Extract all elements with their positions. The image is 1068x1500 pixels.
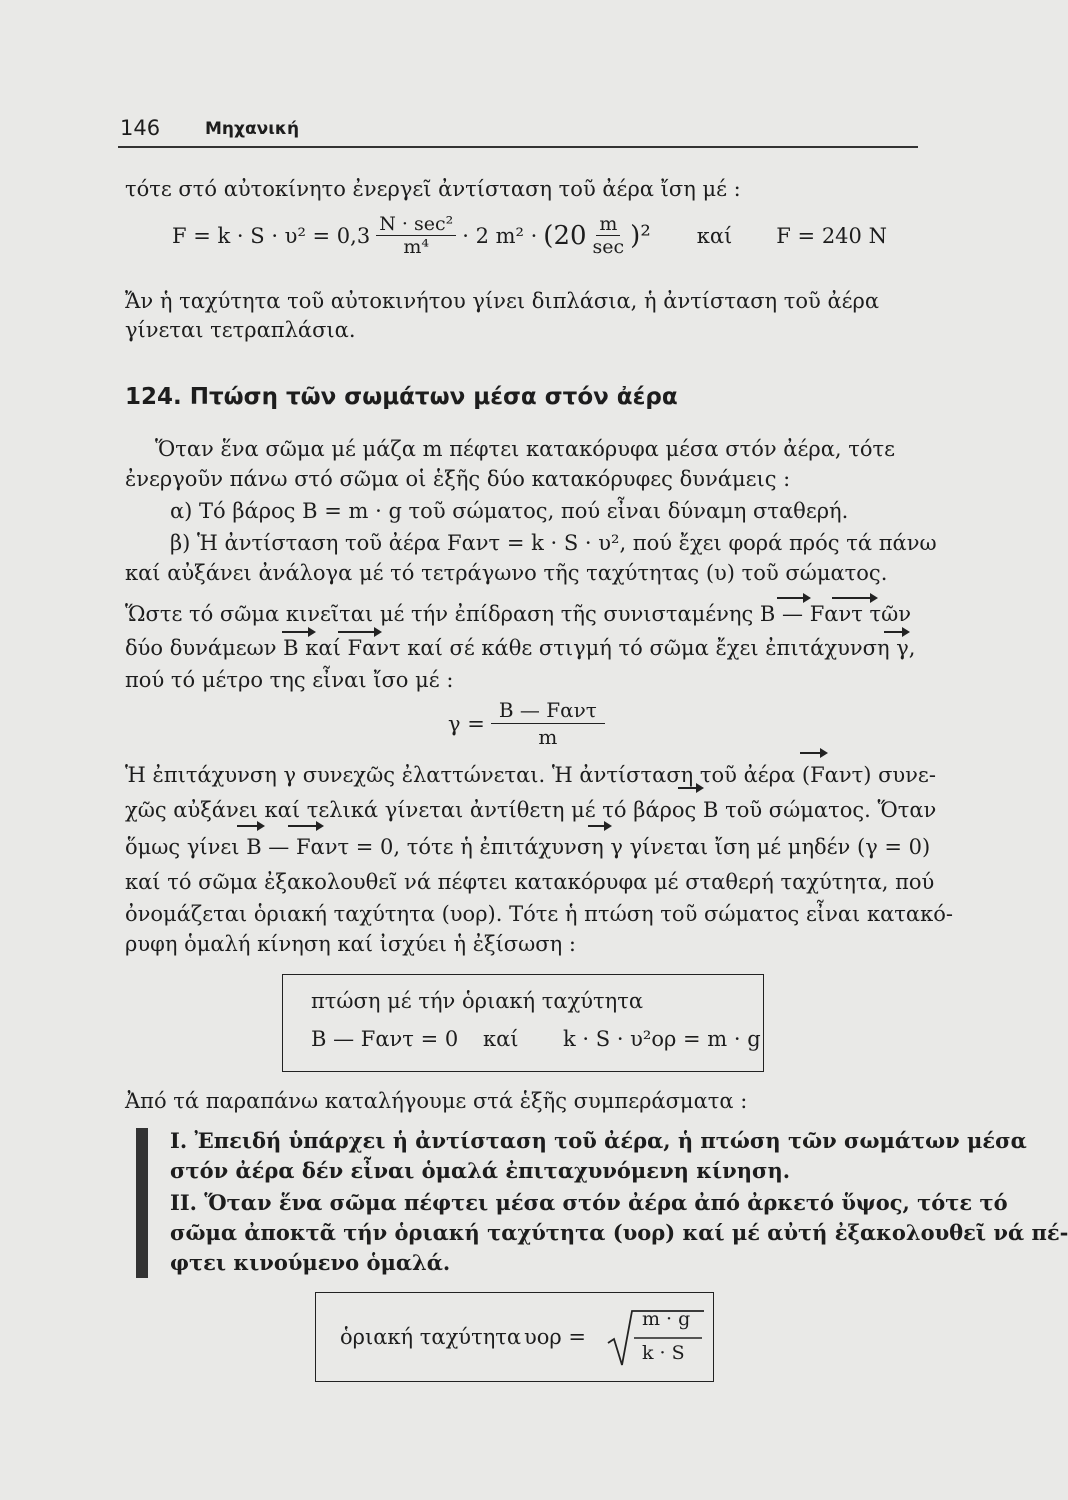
conclusion-II-line-2: σῶμα ἀποκτᾶ τήν ὁριακή ταχύτητα (υορ) καί μέ αὐτή ἐξακολουθεῖ νά πέ- bbox=[170, 1220, 1068, 1245]
fraction-denominator: sec bbox=[592, 236, 625, 258]
box2-den: k · S bbox=[642, 1342, 685, 1364]
resultant-line-2: δύο δυνάμεων B καί Fαντ καί σέ κάθε στιγμή τό σῶμα ἔχει ἐπιτάχυνση γ, bbox=[125, 636, 916, 660]
formula-gamma bbox=[448, 697, 605, 750]
box2-lhs: υορ = bbox=[524, 1325, 587, 1349]
fraction-numerator: B — Fαντ bbox=[491, 697, 605, 724]
formula-paren-close: )² bbox=[630, 220, 651, 251]
formula-force bbox=[172, 213, 887, 258]
accel-line-1: Ἡ ἐπιτάχυνση γ συνεχῶς ἐλαττώνεται. Ἡ ἀντίσταση τοῦ ἀέρα (Fαντ) συνε- bbox=[125, 763, 936, 787]
vector-arrow bbox=[588, 825, 610, 827]
box-title: πτώση μέ τήν ὁριακή ταχύτητα bbox=[311, 989, 644, 1013]
accel-line-6: ρυφη ὁμαλή κίνηση καί ἰσχύει ἡ ἐξίσωση : bbox=[125, 932, 576, 956]
box-connector: καί bbox=[483, 1027, 519, 1051]
vector-arrow bbox=[884, 631, 908, 633]
resultant-line-3: πού τό μέτρο της εἶναι ἴσο μέ : bbox=[125, 668, 454, 692]
item-b-line-1: β) Ἡ ἀντίσταση τοῦ ἀέρα Fαντ = k · S · υ², πού ἔχει φορά πρός τά πάνω bbox=[170, 531, 937, 555]
fraction-numerator: m bbox=[596, 213, 620, 236]
fraction-numerator: N · sec² bbox=[376, 213, 456, 236]
formula-paren-open: (20 bbox=[543, 220, 587, 251]
fraction-denominator: m bbox=[538, 725, 558, 749]
box2-num: m · g bbox=[642, 1308, 691, 1330]
conclusion-II-line-1: II. Ὅταν ἕνα σῶμα πέφτει μέσα στόν ἀέρα ἀπό ἀρκετό ὕψος, τότε τό bbox=[170, 1190, 1008, 1215]
formula-connector: καί bbox=[696, 223, 733, 248]
box-eq-left: B — Fαντ = 0 bbox=[311, 1027, 459, 1051]
intro-line: τότε στό αὐτοκίνητο ἐνεργεῖ ἀντίσταση τοῦ ἀέρα ἴση μέ : bbox=[125, 177, 741, 201]
formula-result: F = 240 N bbox=[776, 223, 887, 248]
vector-arrow bbox=[282, 631, 314, 633]
formula-fraction-2 bbox=[593, 213, 625, 258]
formula-lhs: F = k · S · υ² = 0,3 bbox=[172, 223, 371, 248]
item-b-line-2: καί αὐξάνει ἀνάλογα μέ τό τετράγωνο τῆς ταχύτητας (υ) τοῦ σώματος. bbox=[125, 561, 888, 585]
section-para-line-1: Ὅταν ἕνα σῶμα μέ μάζα m πέφτει κατακόρυφα μέσα στόν ἀέρα, τότε bbox=[155, 437, 895, 461]
margin-bar bbox=[136, 1128, 148, 1278]
accel-line-2: χῶς αὐξάνει καί τελικά γίνεται ἀντίθετη μέ τό βάρος B τοῦ σώματος. Ὅταν bbox=[125, 798, 937, 822]
conclusion-intro: Ἀπό τά παραπάνω καταλήγουμε στά ἑξῆς συμπεράσματα : bbox=[125, 1089, 748, 1113]
fraction-denominator: m⁴ bbox=[403, 236, 430, 258]
vector-arrow bbox=[678, 787, 702, 789]
formula-fraction-1 bbox=[376, 213, 456, 258]
vector-arrow bbox=[800, 752, 826, 754]
section-title: 124. Πτώση τῶν σωμάτων μέσα στόν ἀέρα bbox=[125, 384, 678, 410]
conclusion-II-line-3: φτει κινούμενο ὁμαλά. bbox=[170, 1250, 451, 1275]
para-double-line-2: γίνεται τετραπλάσια. bbox=[125, 318, 356, 342]
running-title: Μηχανική bbox=[205, 119, 300, 139]
vector-arrow bbox=[338, 631, 380, 633]
gamma-fraction bbox=[491, 697, 605, 750]
accel-line-3: ὅμως γίνει B — Fαντ = 0, τότε ἡ ἐπιτάχυνση γ γίνεται ἴση μέ μηδέν (γ = 0) bbox=[125, 835, 931, 859]
para-double-line-1: Ἄν ἡ ταχύτητα τοῦ αὐτοκινήτου γίνει διπλάσια, ἡ ἀντίσταση τοῦ ἀέρα bbox=[125, 289, 880, 313]
conclusion-I-line-1: I. Ἐπειδή ὑπάρχει ἡ ἀντίσταση τοῦ ἀέρα, ἡ πτώση τῶν σωμάτων μέσα bbox=[170, 1128, 1027, 1153]
vector-arrow bbox=[237, 825, 263, 827]
section-para-line-2: ἐνεργοῦν πάνω στό σῶμα οἱ ἑξῆς δύο κατακόρυφες δυνάμεις : bbox=[125, 467, 791, 491]
vector-arrow bbox=[777, 597, 809, 599]
accel-line-4: καί τό σῶμα ἐξακολουθεῖ νά πέφτει κατακόρυφα μέ σταθερή ταχύτητα, πού bbox=[125, 870, 935, 894]
resultant-line-1: Ὥστε τό σῶμα κινεῖται μέ τήν ἐπίδραση τῆς συνισταμένης B — Fαντ τῶν bbox=[125, 602, 912, 626]
box-eq-right: k · S · υ²ορ = m · g bbox=[563, 1027, 761, 1051]
accel-line-5: ὀνομάζεται ὁριακή ταχύτητα (υορ). Τότε ἡ πτώση τοῦ σώματος εἶναι κατακό- bbox=[125, 902, 953, 926]
page-number: 146 bbox=[120, 116, 161, 140]
vector-arrow bbox=[832, 597, 876, 599]
conclusion-I-line-2: στόν ἀέρα δέν εἶναι ὁμαλά ἐπιταχυνόμενη κίνηση. bbox=[170, 1158, 791, 1183]
box2-label: ὁριακή ταχύτητα bbox=[340, 1325, 522, 1349]
vector-arrow bbox=[288, 825, 322, 827]
gamma-lhs: γ = bbox=[448, 711, 485, 736]
formula-mid: · 2 m² · bbox=[462, 223, 538, 248]
equation-box-terminal-velocity bbox=[282, 974, 764, 1072]
equation-box-terminal-speed bbox=[315, 1292, 714, 1382]
item-a: α) Τό βάρος B = m · g τοῦ σώματος, πού εἶναι δύναμη σταθερή. bbox=[170, 499, 849, 523]
header-rule bbox=[118, 146, 918, 148]
